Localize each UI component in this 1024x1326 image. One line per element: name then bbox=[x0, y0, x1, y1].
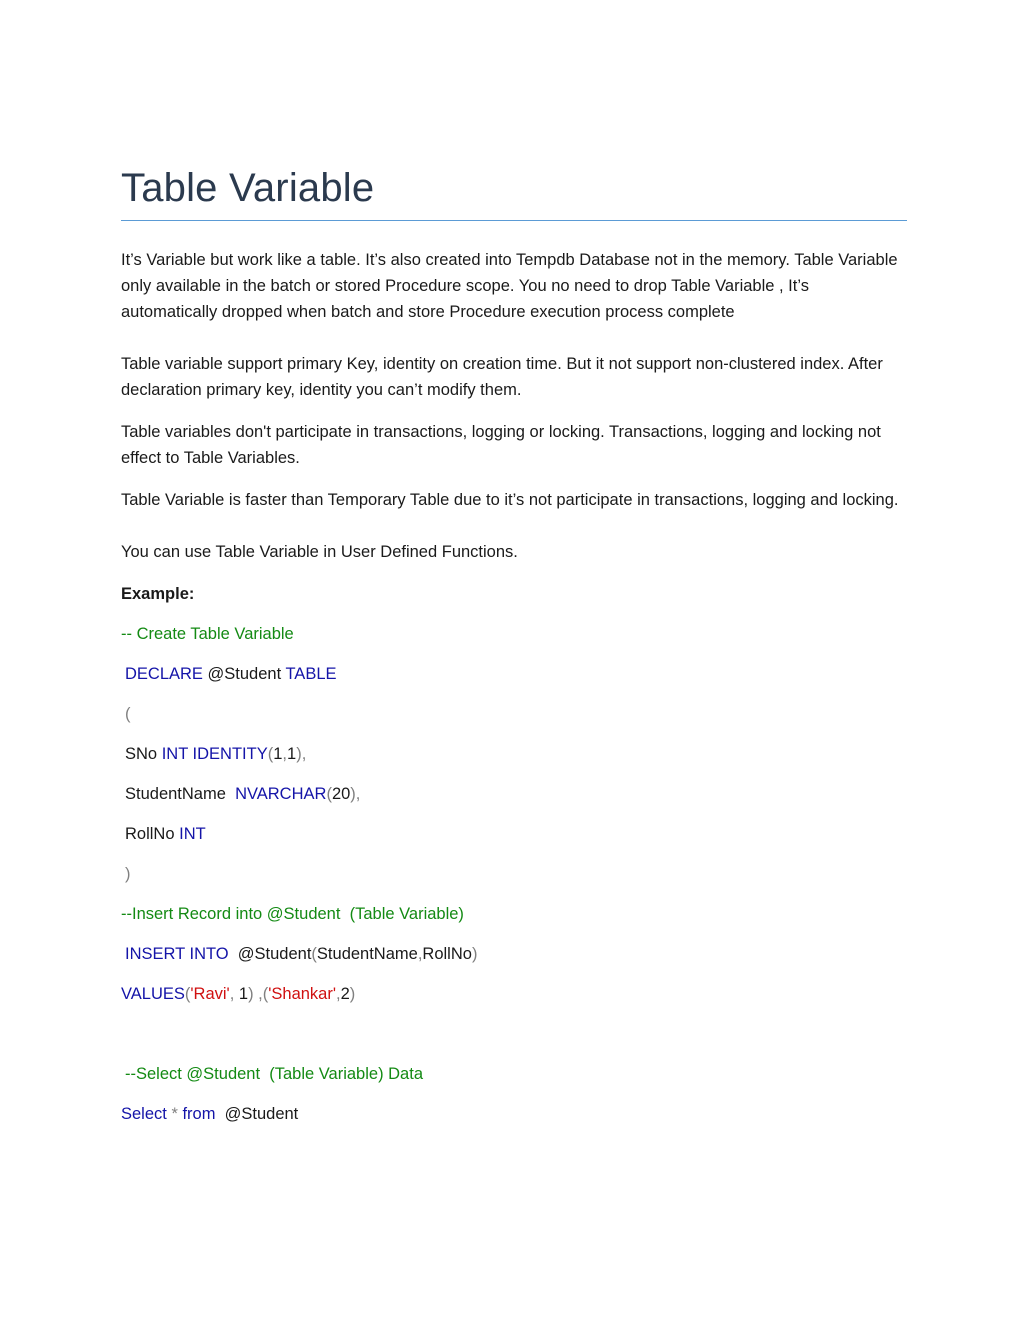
paragraph-transactions: Table variables don't participate in transactions, logging or locking. Transactions, logging and locking not effect to Table Variables. bbox=[121, 423, 881, 467]
code-operator: , bbox=[282, 745, 288, 763]
code-line-7 bbox=[121, 861, 907, 887]
code-keyword: INSERT INTO bbox=[125, 945, 229, 963]
code-identifier: @Student bbox=[228, 945, 312, 963]
code-operator: * bbox=[166, 1105, 183, 1123]
code-block bbox=[121, 621, 907, 1127]
code-operator: ) bbox=[471, 945, 478, 963]
code-keyword: NVARCHAR bbox=[235, 785, 327, 803]
code-operator: ) ,( bbox=[248, 985, 269, 1003]
code-operator: ( bbox=[184, 985, 191, 1003]
code-operator: , bbox=[336, 985, 341, 1003]
code-comment: --Select @Student (Table Variable) Data bbox=[125, 1065, 423, 1083]
code-keyword: Select bbox=[121, 1105, 167, 1123]
code-comment: --Insert Record into @Student (Table Variable) bbox=[121, 905, 464, 923]
code-line-3 bbox=[121, 701, 907, 727]
code-line-11 bbox=[121, 1061, 907, 1087]
code-keyword: from bbox=[182, 1105, 216, 1123]
code-identifier: RollNo bbox=[422, 945, 472, 963]
code-operator: ) bbox=[349, 985, 356, 1003]
code-line-10 bbox=[121, 981, 907, 1007]
paragraph-primary-key: Table variable support primary Key, identity on creation time. But it not support non-clustered index. After declaration primary key, identity you can’t modify them. bbox=[121, 355, 883, 399]
code-operator: , bbox=[229, 985, 239, 1003]
code-operator: ( bbox=[326, 785, 332, 803]
title-underline bbox=[121, 220, 907, 221]
code-identifier: @Student bbox=[215, 1105, 299, 1123]
code-operator: ( bbox=[125, 705, 131, 723]
code-operator: ( bbox=[267, 745, 274, 763]
document-page bbox=[121, 160, 907, 1141]
code-keyword: IDENTITY bbox=[187, 745, 268, 763]
code-keyword: INT bbox=[161, 745, 188, 763]
code-keyword: DECLARE bbox=[125, 665, 203, 683]
paragraph-intro: It’s Variable but work like a table. It’s also created into Tempdb Database not in the memory. Table Variable only available in the batch or stored Procedure scope. You no need to drop Table Variable , It’s automatically dropped when batch and store Procedure execution process complete bbox=[121, 251, 898, 321]
code-keyword: INT bbox=[179, 825, 206, 843]
code-number: 1 bbox=[287, 745, 297, 763]
code-string: 'Ravi' bbox=[190, 985, 230, 1003]
code-string: 'Shankar' bbox=[268, 985, 336, 1003]
code-line-12 bbox=[121, 1101, 907, 1127]
code-line-2 bbox=[121, 661, 907, 687]
code-operator: ), bbox=[350, 785, 361, 803]
code-number: 20 bbox=[331, 785, 351, 803]
example-label: Example: bbox=[121, 585, 195, 603]
code-identifier: SNo bbox=[125, 745, 162, 763]
code-identifier: RollNo bbox=[125, 825, 180, 843]
code-line-9 bbox=[121, 941, 907, 967]
code-operator: , bbox=[417, 945, 423, 963]
page-title: Table Variable bbox=[121, 166, 375, 210]
code-keyword: TABLE bbox=[285, 665, 337, 683]
code-line-6 bbox=[121, 821, 907, 847]
code-number: 2 bbox=[340, 985, 350, 1003]
code-line-5 bbox=[121, 781, 907, 807]
code-operator: ), bbox=[296, 745, 307, 763]
code-identifier: StudentName bbox=[125, 785, 236, 803]
code-number: 1 bbox=[238, 985, 249, 1003]
code-identifier: StudentName bbox=[316, 945, 418, 963]
code-comment: -- Create Table Variable bbox=[121, 625, 294, 643]
code-identifier: @Student bbox=[202, 665, 286, 683]
code-operator: ) bbox=[125, 865, 131, 883]
paragraph-performance: Table Variable is faster than Temporary Table due to it’s not participate in transactions, logging and locking. bbox=[121, 491, 899, 509]
paragraph-functions: You can use Table Variable in User Defined Functions. bbox=[121, 543, 518, 561]
code-line-1 bbox=[121, 621, 907, 647]
code-number: 1 bbox=[273, 745, 283, 763]
code-keyword: VALUES bbox=[121, 985, 185, 1003]
code-operator: ( bbox=[311, 945, 317, 963]
code-line-4 bbox=[121, 741, 907, 767]
code-line-8 bbox=[121, 901, 907, 927]
